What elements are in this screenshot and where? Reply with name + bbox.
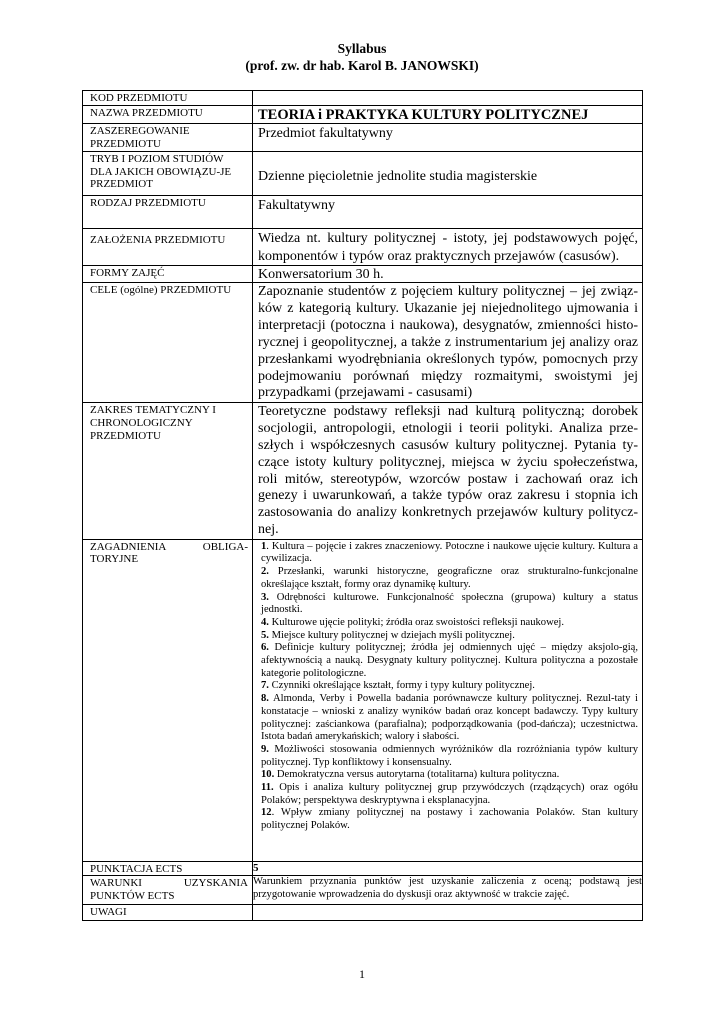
page-number: 1 <box>359 967 365 981</box>
issue-number: 9. <box>261 743 269 755</box>
row-zagadnienia <box>83 539 643 861</box>
label-warunki: WARUNKI UZYSKANIA PUNKTÓW ECTS <box>83 876 253 905</box>
issue-text: . Kultura – pojęcie i zakres znaczeniowy. Potoczne i naukowe ujęcie kultury. Kultura a cywilizacja. <box>261 540 638 565</box>
issue-number: 4. <box>261 616 269 628</box>
row-zakres <box>83 403 643 539</box>
label-zagadnienia: ZAGADNIENIA OBLIGA-TORYJNE <box>83 539 253 861</box>
label-zakres: ZAKRES TEMATYCZNY I CHRONOLOGICZNY PRZEDMIOTU <box>83 403 253 539</box>
issue-item <box>261 782 638 807</box>
value-rodzaj: Fakultatywny <box>253 196 643 229</box>
row-uwagi <box>83 905 643 921</box>
issue-item <box>261 807 638 832</box>
label-tryb: TRYB I POZIOM STUDIÓW DLA JAKICH OBOWIĄZU-JE PRZEDMIOT <box>83 152 253 196</box>
issue-item <box>261 566 638 591</box>
issue-text: . Wpływ zmiany politycznej na postawy i zachowania Polaków. Stan kultury politycznej Polaków. <box>261 807 638 832</box>
issue-item <box>261 617 638 630</box>
row-kod <box>83 91 643 106</box>
document-author: (prof. zw. dr hab. Karol B. JANOWSKI) <box>245 58 479 73</box>
issue-text: Opis i analiza kultury politycznej grup przywódczych (rządzących) oraz ogółu Polaków; perspektywa deskryptywna i eksplanacyjna. <box>261 782 638 806</box>
issue-number: 5. <box>261 629 269 641</box>
row-formy <box>83 266 643 283</box>
value-ects: 5 <box>253 861 643 876</box>
issue-item <box>261 693 638 744</box>
issue-item <box>261 642 638 680</box>
issue-item <box>261 630 638 643</box>
value-formy: Konwersatorium 30 h. <box>253 266 643 283</box>
label-zaszeregowanie: ZASZEREGOWANIE PRZEDMIOTU <box>83 124 253 152</box>
issue-number: 1 <box>261 540 267 552</box>
issue-text: Możliwości stosowania odmiennych wyróżników dla rozróżniania typów kultury politycznej. Typ konfliktowy i konsensualny. <box>261 743 638 768</box>
issue-text: Demokratyczna versus autorytarna (totalitarna) kultura polityczna. <box>274 769 560 781</box>
label-nazwa: NAZWA PRZEDMIOTU <box>83 106 253 124</box>
issue-text: Miejsce kultury politycznej w dziejach myśli politycznej. <box>268 629 515 641</box>
value-zaszeregowanie: Przedmiot fakultatywny <box>253 124 643 152</box>
issue-text: Definicje kultury politycznej; źródła jej odmiennych ujęć – między aksjolo-gią, afektywnością a nauką. Desygnaty kultury politycznej. Kultura polityczna a pozostałe kategorie politologiczne. <box>261 642 638 679</box>
issue-text: Kulturowe ujęcie polityki; źródła oraz swoistości refleksji naukowej. <box>268 616 565 628</box>
value-kod <box>253 91 643 106</box>
row-nazwa <box>83 106 643 124</box>
row-ects <box>83 861 643 876</box>
issue-text: Odrębności kulturowe. Funkcjonalność społeczna (grupowa) kultury a status jednostki. <box>261 591 638 616</box>
issue-number: 3. <box>261 591 269 603</box>
issue-item <box>261 744 638 769</box>
label-ects: PUNKTACJA ECTS <box>83 861 253 876</box>
label-cele: CELE (ogólne) PRZEDMIOTU <box>83 283 253 403</box>
value-nazwa: TEORIA i PRAKTYKA KULTURY POLITYCZNEJ <box>253 106 643 124</box>
value-zagadnienia <box>253 539 643 861</box>
value-zakres: Teoretyczne podstawy refleksji nad kulturą polityczną; dorobek socjologii, antropologii, etnologii i teorii polityki. Analiza prze-szłych i współczesnych casusów kultury politycznej. Pytania ty-czące istoty kultury politycznej, miejsca w życiu społeczeństwa, roli mitów, stereotypów, wzorców postaw i zachowań oraz ich genezy i uwarunkowań, a także typów oraz zakresu i stopnia ich zastosowania do analizy konkretnych przejawów kultury politycz-nej. <box>253 403 643 539</box>
issue-item <box>261 541 638 566</box>
issue-text: Czynniki określające kształt, formy i typy kultury politycznej. <box>268 680 535 692</box>
issue-number: 12 <box>261 807 272 819</box>
row-zalozenia <box>83 229 643 266</box>
issues-list <box>253 540 642 833</box>
issue-number: 8. <box>261 693 269 705</box>
value-cele: Zapoznanie studentów z pojęciem kultury politycznej – jej związ-ków z kategorią kultury. Ukazanie jej niejednolitego ujmowania i interpretacji (potoczna i naukowa), desygnatów, zmienności histo-rycznej i geopolitycznej, a także z instrumentarium jej analizy oraz przesłankami wyodrębniania określonych typów, pomocnych przy podejmowaniu porównań między rozmaitymi, swoistymi jej przypadkami (przejawami - casusami) <box>253 283 643 403</box>
issue-item <box>261 592 638 617</box>
row-zaszeregowanie <box>83 124 643 152</box>
row-rodzaj <box>83 196 643 229</box>
row-cele <box>83 283 643 403</box>
syllabus-table <box>82 90 643 921</box>
row-tryb <box>83 152 643 196</box>
label-zalozenia: ZAŁOŻENIA PRZEDMIOTU <box>83 229 253 266</box>
issue-text: Almonda, Verby i Powella badania porównawcze kultury politycznej. Rezul-taty i konstatacje – wnioski z analizy wyników badań oraz koncept badawczy. Typy kultury politycznej: zaściankowa (parafialna); podporządkowania (pod-dańcza); uczestnictwa. Istota badań amerykańskich; walory i słabości. <box>261 693 638 743</box>
value-uwagi <box>253 905 643 921</box>
label-kod: KOD PRZEDMIOTU <box>83 91 253 106</box>
value-tryb: Dzienne pięcioletnie jednolite studia magisterskie <box>253 152 643 196</box>
row-warunki <box>83 876 643 905</box>
issue-number: 7. <box>261 680 269 692</box>
label-formy: FORMY ZAJĘĆ <box>83 266 253 283</box>
document-title: Syllabus <box>337 41 387 56</box>
issue-number: 6. <box>261 642 269 654</box>
value-warunki: Warunkiem przyznania punktów jest uzyskanie zaliczenia z oceną; podstawą jest przygotowanie wprowadzenia do dyskusji oraz aktywność w trakcie zajęć. <box>253 876 643 905</box>
issue-item <box>261 769 638 782</box>
label-uwagi: UWAGI <box>83 905 253 921</box>
issue-number: 10. <box>261 769 275 781</box>
issue-item <box>261 680 638 693</box>
issue-number: 11. <box>261 782 274 794</box>
issue-number: 2. <box>261 566 269 578</box>
label-rodzaj: RODZAJ PRZEDMIOTU <box>83 196 253 229</box>
value-zalozenia: Wiedza nt. kultury politycznej - istoty, jej podstawowych pojęć, komponentów i typów oraz praktycznych przejawów (casusów). <box>253 229 643 266</box>
issue-text: Przesłanki, warunki historyczne, geograficzne oraz strukturalno-funkcjonalne określające kształt, formy oraz dynamikę kultury. <box>261 566 638 590</box>
